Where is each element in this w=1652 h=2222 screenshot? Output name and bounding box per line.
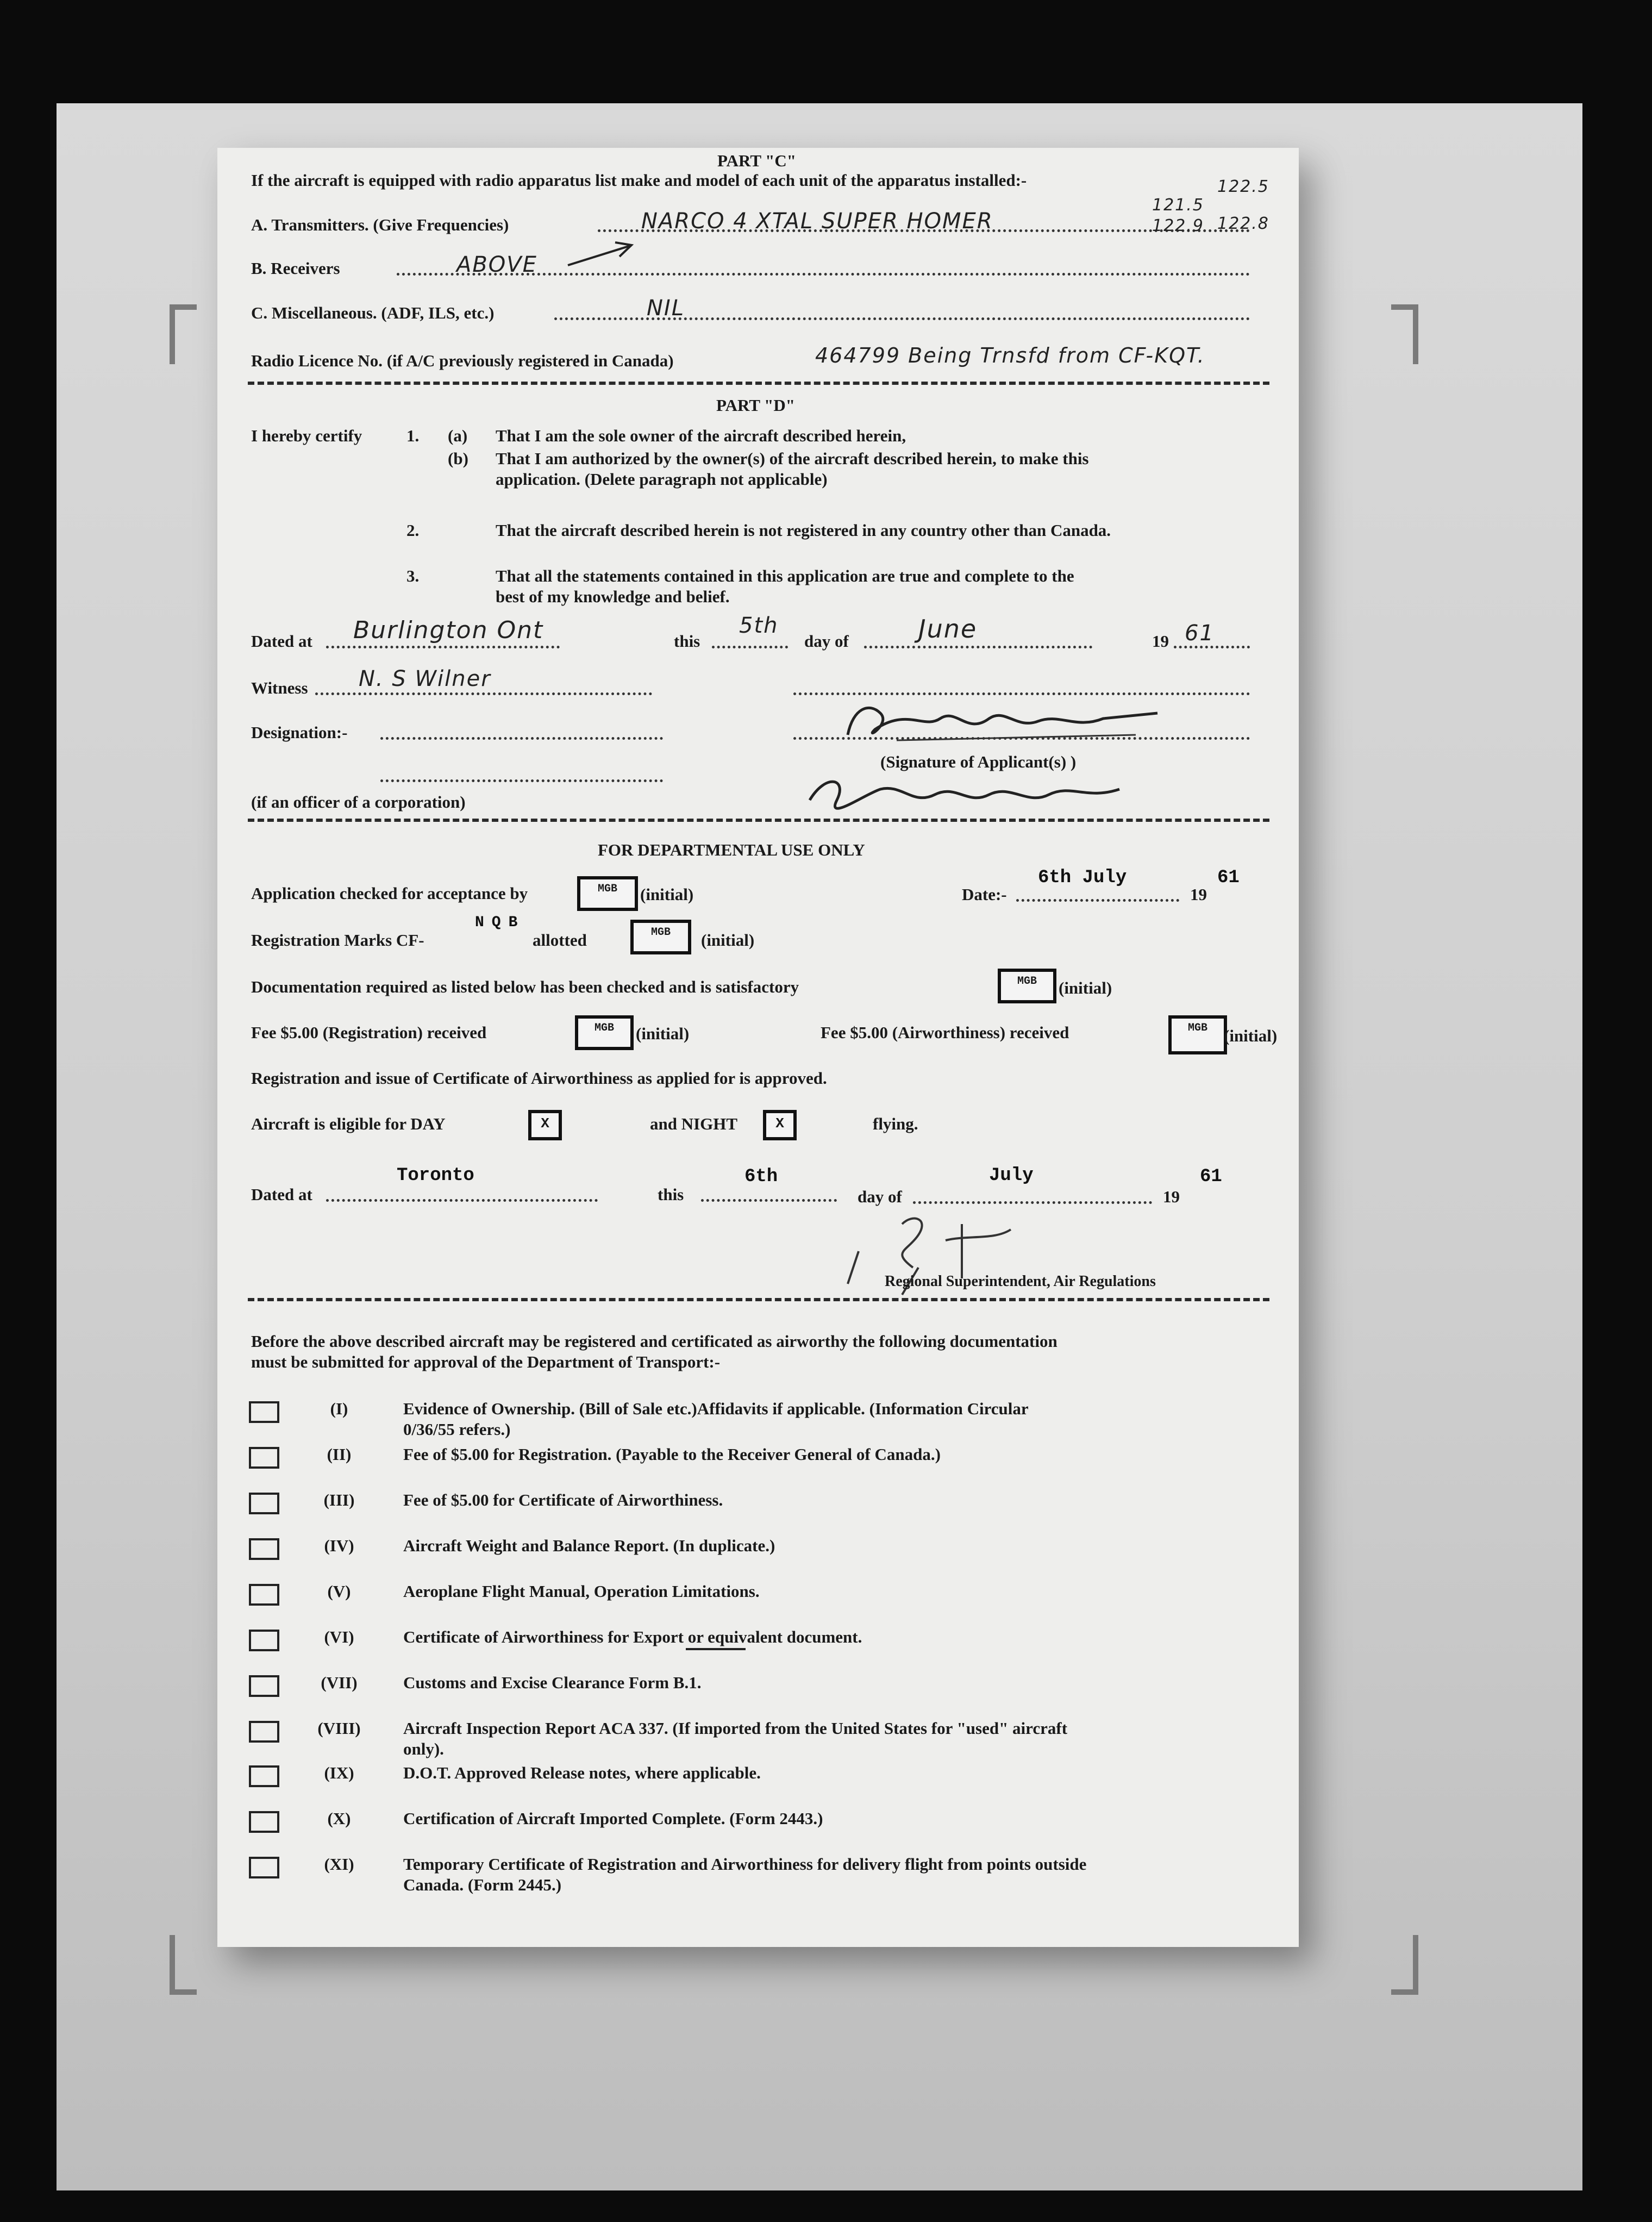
frequency-value: 122.9 — [1152, 216, 1204, 235]
item-number: (IX) — [324, 1763, 354, 1782]
item-number: 2. — [406, 521, 420, 540]
allotted-label: allotted — [533, 931, 587, 950]
misc-value: NIL — [647, 296, 685, 321]
checklist-item-text: Aircraft Inspection Report ACA 337. (If imported from the United States for "used" aircraft — [403, 1719, 1068, 1738]
dotted-line — [326, 1199, 598, 1202]
checklist-checkbox[interactable] — [249, 1765, 279, 1787]
witness-signature: N. S Wilner — [359, 666, 491, 691]
statement-text: That the aircraft described herein is not registered in any country other than Canada. — [496, 521, 1111, 540]
checklist-checkbox[interactable] — [249, 1675, 279, 1697]
this-label: this — [658, 1185, 684, 1204]
night-label: and NIGHT — [650, 1114, 738, 1133]
dotted-line — [1174, 646, 1250, 648]
checklist-item-text: only). — [403, 1739, 444, 1758]
part-c-title: PART "C" — [717, 151, 796, 170]
date-label: Date:- — [962, 885, 1007, 904]
checklist-checkbox[interactable] — [249, 1721, 279, 1743]
frequency-value: 122.5 — [1217, 177, 1269, 196]
officer-label: (if an officer of a corporation) — [251, 792, 466, 812]
item-number: (V) — [327, 1582, 351, 1601]
month-value: June — [918, 614, 978, 644]
applicant-signature — [831, 697, 1168, 751]
initial-label: (initial) — [1224, 1026, 1278, 1045]
documentation-checked-label: Documentation required as listed below has been checked and is satisfactory — [251, 977, 799, 996]
initial-label: (initial) — [701, 931, 755, 950]
night-checkbox: X — [763, 1110, 797, 1140]
year-prefix: 19 — [1152, 632, 1169, 651]
receivers-label: B. Receivers — [251, 259, 340, 278]
statement-text: application. (Delete paragraph not applicable) — [496, 470, 828, 489]
frequency-value: 121.5 — [1152, 196, 1204, 215]
section-divider — [248, 1298, 1269, 1301]
date-value: 6th July — [1038, 867, 1127, 888]
checklist-item-text: Fee of $5.00 for Certificate of Airworthiness. — [403, 1490, 723, 1509]
item-number: (VI) — [324, 1627, 354, 1646]
frame-corner-mark — [170, 1935, 197, 1995]
initial-stamp-box: MGB — [575, 1015, 634, 1050]
dated-at-value: Burlington Ont — [353, 616, 544, 644]
transmitters-label: A. Transmitters. (Give Frequencies) — [251, 215, 509, 234]
dotted-line — [712, 646, 788, 648]
item-number: (VIII) — [317, 1719, 361, 1738]
day-checkbox: X — [528, 1110, 562, 1140]
eligible-day-label: Aircraft is eligible for DAY — [251, 1114, 446, 1133]
documentation-intro: must be submitted for approval of the Department of Transport:- — [251, 1352, 721, 1371]
statement-text: That I am the sole owner of the aircraft described herein, — [496, 426, 906, 445]
initial-stamp-box: MGB — [998, 969, 1056, 1003]
statement-text: best of my knowledge and belief. — [496, 587, 730, 606]
fee-airworthiness-label: Fee $5.00 (Airworthiness) received — [821, 1023, 1069, 1042]
item-number: (I) — [330, 1399, 348, 1418]
item-number: (IV) — [324, 1536, 354, 1555]
item-number: (X) — [327, 1809, 351, 1828]
item-number: 1. — [406, 426, 420, 445]
frame-corner-mark — [1391, 1935, 1418, 1995]
licence-value: 464799 Being Trnsfd from CF-KQT. — [815, 344, 1205, 367]
item-number: (VII) — [321, 1673, 358, 1692]
dotted-line — [380, 737, 663, 740]
checklist-checkbox[interactable] — [249, 1401, 279, 1423]
year-value: 61 — [1217, 867, 1240, 888]
checklist-item-text: 0/36/55 refers.) — [403, 1420, 511, 1439]
dotted-line — [701, 1199, 837, 1202]
initial-label: (initial) — [1059, 978, 1112, 997]
dated-at-label: Dated at — [251, 632, 312, 651]
checklist-checkbox[interactable] — [249, 1630, 279, 1651]
licence-label: Radio Licence No. (if A/C previously registered in Canada) — [251, 351, 674, 370]
initial-stamp-box: MGB — [630, 920, 691, 954]
checklist-item-text: Aeroplane Flight Manual, Operation Limitations. — [403, 1582, 760, 1601]
fee-registration-label: Fee $5.00 (Registration) received — [251, 1023, 487, 1042]
dotted-line — [380, 779, 663, 782]
day-of-label: day of — [804, 632, 849, 651]
month-value: July — [989, 1165, 1034, 1186]
underline-mark — [686, 1648, 746, 1650]
transmitters-value: NARCO 4 XTAL SUPER HOMER — [641, 209, 993, 234]
checklist-item-text: D.O.T. Approved Release notes, where applicable. — [403, 1763, 761, 1782]
departmental-title: FOR DEPARTMENTAL USE ONLY — [598, 840, 865, 859]
year-value: 61 — [1185, 621, 1215, 646]
checklist-checkbox[interactable] — [249, 1811, 279, 1833]
app-checked-label: Application checked for acceptance by — [251, 884, 528, 903]
this-label: this — [674, 632, 700, 651]
item-letter: (b) — [448, 449, 468, 468]
dated-at-value: Toronto — [397, 1165, 474, 1186]
item-number: 3. — [406, 566, 420, 585]
dotted-line — [326, 646, 560, 648]
initial-stamp-box: MGB — [1168, 1015, 1227, 1054]
item-number: (XI) — [324, 1855, 354, 1874]
flying-label: flying. — [873, 1114, 918, 1133]
dotted-line — [315, 692, 652, 695]
receivers-value: ABOVE — [456, 252, 537, 277]
item-letter: (a) — [448, 426, 468, 445]
checklist-item-text: Certificate of Airworthiness for Export or equivalent document. — [403, 1627, 862, 1646]
superintendent-label: Regional Superintendent, Air Regulations — [885, 1273, 1156, 1290]
arrow-mark-icon — [565, 238, 641, 271]
witness-label: Witness — [251, 678, 308, 697]
year-prefix: 19 — [1163, 1187, 1180, 1206]
year-prefix: 19 — [1190, 885, 1207, 904]
reg-marks-label: Registration Marks CF- — [251, 931, 424, 950]
dotted-line — [793, 692, 1250, 695]
checklist-item-text: Evidence of Ownership. (Bill of Sale etc.)Affidavits if applicable. (Information Circular — [403, 1399, 1029, 1418]
item-number: (II) — [327, 1445, 352, 1464]
checklist-checkbox[interactable] — [249, 1493, 279, 1514]
initial-label: (initial) — [640, 885, 694, 904]
day-of-label: day of — [858, 1187, 902, 1206]
statement-text: That all the statements contained in this application are true and complete to the — [496, 566, 1074, 585]
documentation-intro: Before the above described aircraft may be registered and certificated as airworthy the following documentation — [251, 1332, 1057, 1351]
initial-label: (initial) — [636, 1024, 690, 1043]
day-value: 6th — [744, 1166, 778, 1187]
certify-label: I hereby certify — [251, 426, 362, 445]
dotted-line — [1016, 899, 1179, 902]
checklist-item-text: Certification of Aircraft Imported Complete. (Form 2443.) — [403, 1809, 823, 1828]
frame-corner-mark — [1391, 304, 1418, 364]
checklist-checkbox[interactable] — [249, 1538, 279, 1560]
checklist-item-text: Aircraft Weight and Balance Report. (In duplicate.) — [403, 1536, 775, 1555]
day-value: 5th — [739, 613, 779, 638]
approval-text: Registration and issue of Certificate of Airworthiness as applied for is approved. — [251, 1069, 827, 1088]
applicant-signature — [793, 762, 1130, 822]
checklist-item-text: Canada. (Form 2445.) — [403, 1875, 562, 1894]
designation-label: Designation:- — [251, 723, 348, 742]
misc-label: C. Miscellaneous. (ADF, ILS, etc.) — [251, 303, 495, 322]
dated-at-label: Dated at — [251, 1185, 312, 1204]
signature-label: (Signature of Applicant(s) ) — [880, 752, 1077, 771]
checklist-checkbox[interactable] — [249, 1584, 279, 1606]
part-c-intro: If the aircraft is equipped with radio apparatus list make and model of each unit of the apparatus installed:- — [251, 171, 1027, 190]
checklist-item-text: Customs and Excise Clearance Form B.1. — [403, 1673, 702, 1692]
section-divider — [248, 382, 1269, 385]
checklist-checkbox[interactable] — [249, 1447, 279, 1469]
checklist-item-text: Fee of $5.00 for Registration. (Payable to the Receiver General of Canada.) — [403, 1445, 941, 1464]
dotted-line — [864, 646, 1092, 648]
application-form-page — [217, 148, 1299, 1947]
item-number: (III) — [323, 1490, 355, 1509]
statement-text: That I am authorized by the owner(s) of the aircraft described herein, to make this — [496, 449, 1089, 468]
frequency-value: 122.8 — [1217, 214, 1269, 233]
reg-marks-value: NQB — [475, 914, 525, 931]
part-d-title: PART "D" — [716, 396, 795, 415]
section-divider — [248, 819, 1269, 822]
frame-corner-mark — [170, 304, 197, 364]
initial-stamp-box: MGB — [577, 876, 638, 911]
year-value: 61 — [1200, 1166, 1222, 1187]
checklist-checkbox[interactable] — [249, 1857, 279, 1878]
checklist-item-text: Temporary Certificate of Registration and Airworthiness for delivery flight from points outside — [403, 1855, 1087, 1874]
